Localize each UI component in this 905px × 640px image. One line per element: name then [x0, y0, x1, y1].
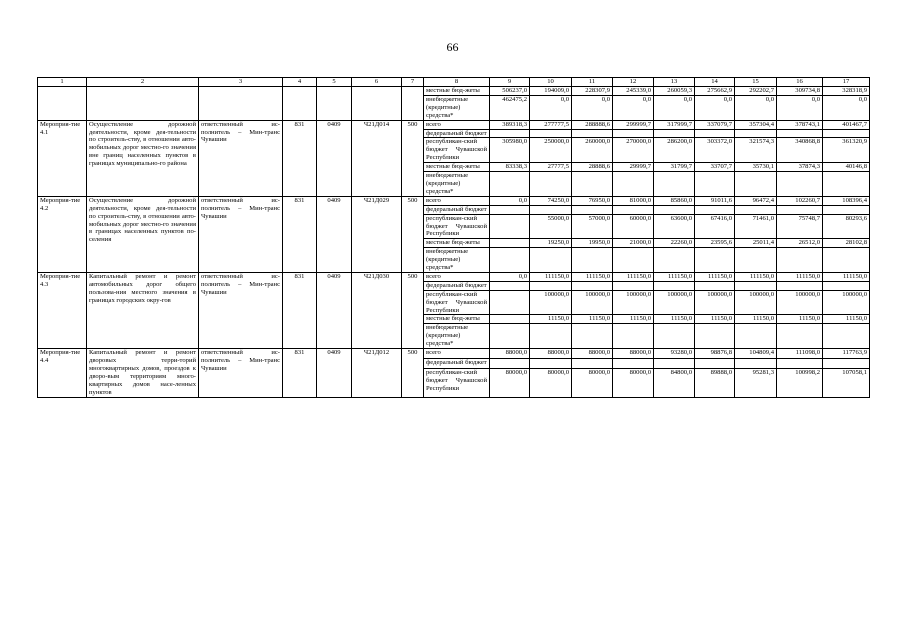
vr-code: 500 [402, 349, 424, 397]
amount-cell [490, 315, 530, 324]
amount-cell [530, 248, 572, 273]
column-number: 9 [490, 78, 530, 87]
amount-cell: 100000,0 [823, 290, 870, 315]
amount-cell: 194009,0 [530, 87, 572, 96]
csr-code: Ч21Д014 [352, 120, 402, 196]
csr-code: Ч21Д012 [352, 349, 402, 397]
column-number-row [38, 78, 870, 87]
amount-cell: 19250,0 [530, 239, 572, 248]
funding-source: республикан-ский бюджет Чувашской Республики [424, 138, 490, 163]
empty-cell [87, 87, 199, 121]
amount-cell: 11150,0 [823, 315, 870, 324]
vr-code: 500 [402, 120, 424, 196]
amount-cell: 111150,0 [777, 272, 823, 281]
amount-cell [654, 248, 695, 273]
amount-cell: 95281,3 [735, 369, 777, 397]
amount-cell: 11150,0 [530, 315, 572, 324]
column-number: 13 [654, 78, 695, 87]
amount-cell: 27777,5 [530, 163, 572, 172]
amount-cell: 96472,4 [735, 196, 777, 205]
amount-cell: 104809,4 [735, 349, 777, 359]
amount-cell: 0,0 [613, 95, 654, 120]
amount-cell: 81000,0 [613, 196, 654, 205]
measure-executor: ответственный ис-полнитель – Мин-транс Чувашии [199, 272, 283, 348]
funding-source: всего [424, 196, 490, 205]
amount-cell: 277777,5 [530, 120, 572, 129]
empty-cell [199, 87, 283, 121]
empty-cell [317, 87, 352, 121]
funding-source: всего [424, 272, 490, 281]
amount-cell [490, 290, 530, 315]
amount-cell [695, 324, 735, 349]
amount-cell [530, 359, 572, 369]
measure-name: Капитальный ремонт и ремонт автомобильных дорог общего пользова-ния местного значения в границах городских окру-гов [87, 272, 199, 348]
amount-cell [490, 129, 530, 138]
amount-cell: 25011,4 [735, 239, 777, 248]
column-number: 14 [695, 78, 735, 87]
amount-cell: 275662,9 [695, 87, 735, 96]
column-number: 6 [352, 78, 402, 87]
measure-id: Мероприя-тие 4.2 [38, 196, 87, 272]
amount-cell [735, 172, 777, 197]
table-row [38, 349, 870, 359]
amount-cell: 29999,7 [613, 163, 654, 172]
amount-cell: 100998,2 [777, 369, 823, 397]
amount-cell: 111098,0 [777, 349, 823, 359]
amount-cell: 108396,4 [823, 196, 870, 205]
amount-cell: 100000,0 [613, 290, 654, 315]
measure-name: Осуществление дорожной деятельности, кроме дея-тельности по строитель-ству, в отношении авто-мобильных дорог местно-го значения в границах населенных пунктов по-селения [87, 196, 199, 272]
column-number: 4 [283, 78, 317, 87]
amount-cell: 26512,0 [777, 239, 823, 248]
amount-cell: 83338,3 [490, 163, 530, 172]
amount-cell: 37874,3 [777, 163, 823, 172]
amount-cell [695, 248, 735, 273]
amount-cell: 0,0 [572, 95, 613, 120]
amount-cell [823, 281, 870, 290]
amount-cell: 321574,3 [735, 138, 777, 163]
grbs-code: 831 [283, 272, 317, 348]
amount-cell [823, 172, 870, 197]
amount-cell: 89888,0 [695, 369, 735, 397]
amount-cell: 462475,2 [490, 95, 530, 120]
amount-cell: 401467,7 [823, 120, 870, 129]
funding-source: местные бюд-жеты [424, 87, 490, 96]
funding-source: внебюджетные (кредитные) средства* [424, 248, 490, 273]
amount-cell [490, 214, 530, 239]
funding-source: всего [424, 349, 490, 359]
amount-cell [530, 281, 572, 290]
vr-code: 500 [402, 272, 424, 348]
amount-cell: 100000,0 [735, 290, 777, 315]
column-number: 12 [613, 78, 654, 87]
amount-cell: 63600,0 [654, 214, 695, 239]
rzpr-code: 0409 [317, 196, 352, 272]
amount-cell [777, 172, 823, 197]
amount-cell: 85860,0 [654, 196, 695, 205]
amount-cell: 111150,0 [613, 272, 654, 281]
amount-cell: 88000,0 [530, 349, 572, 359]
amount-cell [613, 172, 654, 197]
amount-cell [654, 324, 695, 349]
amount-cell [695, 205, 735, 214]
page-number: 66 [446, 40, 459, 54]
amount-cell [490, 239, 530, 248]
amount-cell: 107058,1 [823, 369, 870, 397]
amount-cell: 100000,0 [777, 290, 823, 315]
funding-source: республикан-ский бюджет Чувашской Республики [424, 369, 490, 397]
amount-cell: 245339,0 [613, 87, 654, 96]
amount-cell: 100000,0 [572, 290, 613, 315]
column-number: 1 [38, 78, 87, 87]
amount-cell: 11150,0 [654, 315, 695, 324]
empty-cell [402, 87, 424, 121]
amount-cell [572, 281, 613, 290]
amount-cell: 11150,0 [695, 315, 735, 324]
funding-source: внебюджетные (кредитные) средства* [424, 324, 490, 349]
amount-cell: 317999,7 [654, 120, 695, 129]
amount-cell: 100000,0 [654, 290, 695, 315]
amount-cell: 31799,7 [654, 163, 695, 172]
amount-cell: 98876,8 [695, 349, 735, 359]
amount-cell [572, 205, 613, 214]
measure-id: Мероприя-тие 4.4 [38, 349, 87, 397]
amount-cell: 11150,0 [613, 315, 654, 324]
amount-cell [613, 129, 654, 138]
amount-cell: 75748,7 [777, 214, 823, 239]
table-row [38, 87, 870, 96]
amount-cell: 23595,6 [695, 239, 735, 248]
amount-cell: 111150,0 [530, 272, 572, 281]
amount-cell: 299999,7 [613, 120, 654, 129]
amount-cell [572, 172, 613, 197]
rzpr-code: 0409 [317, 120, 352, 196]
amount-cell [823, 129, 870, 138]
amount-cell: 270000,0 [613, 138, 654, 163]
amount-cell: 292202,7 [735, 87, 777, 96]
amount-cell: 260000,0 [572, 138, 613, 163]
funding-source: республикан-ский бюджет Чувашской Республики [424, 214, 490, 239]
amount-cell: 100000,0 [695, 290, 735, 315]
grbs-code: 831 [283, 196, 317, 272]
amount-cell: 228307,9 [572, 87, 613, 96]
amount-cell [613, 359, 654, 369]
amount-cell: 250000,0 [530, 138, 572, 163]
amount-cell [735, 248, 777, 273]
grbs-code: 831 [283, 349, 317, 397]
amount-cell [735, 129, 777, 138]
csr-code: Ч21Д029 [352, 196, 402, 272]
measure-executor: ответственный ис-полнитель – Мин-транс Чувашии [199, 349, 283, 397]
table-row [38, 196, 870, 205]
rzpr-code: 0409 [317, 349, 352, 397]
amount-cell [695, 129, 735, 138]
column-number: 5 [317, 78, 352, 87]
amount-cell [530, 172, 572, 197]
amount-cell: 111150,0 [695, 272, 735, 281]
amount-cell [490, 324, 530, 349]
funding-source: федеральный бюджет [424, 281, 490, 290]
amount-cell: 389318,3 [490, 120, 530, 129]
amount-cell: 67416,0 [695, 214, 735, 239]
table-body [38, 87, 870, 398]
page-cut [0, 577, 905, 640]
funding-source: местные бюд-жеты [424, 315, 490, 324]
amount-cell: 361320,9 [823, 138, 870, 163]
budget-table [37, 77, 870, 398]
amount-cell [490, 205, 530, 214]
amount-cell: 71461,0 [735, 214, 777, 239]
amount-cell: 0,0 [490, 272, 530, 281]
amount-cell: 40146,8 [823, 163, 870, 172]
amount-cell: 111150,0 [572, 272, 613, 281]
amount-cell [572, 359, 613, 369]
amount-cell [777, 248, 823, 273]
amount-cell: 111150,0 [735, 272, 777, 281]
amount-cell: 11150,0 [735, 315, 777, 324]
amount-cell: 80000,0 [490, 369, 530, 397]
amount-cell: 60000,0 [613, 214, 654, 239]
amount-cell [735, 359, 777, 369]
amount-cell [735, 281, 777, 290]
amount-cell [613, 324, 654, 349]
amount-cell [823, 359, 870, 369]
amount-cell: 260059,3 [654, 87, 695, 96]
empty-cell [283, 87, 317, 121]
amount-cell: 76950,0 [572, 196, 613, 205]
amount-cell [735, 324, 777, 349]
amount-cell: 100000,0 [530, 290, 572, 315]
amount-cell: 0,0 [695, 95, 735, 120]
amount-cell: 286200,0 [654, 138, 695, 163]
amount-cell: 80000,0 [572, 369, 613, 397]
amount-cell [735, 205, 777, 214]
column-number: 16 [777, 78, 823, 87]
amount-cell: 0,0 [490, 196, 530, 205]
amount-cell [613, 281, 654, 290]
amount-cell: 88000,0 [613, 349, 654, 359]
amount-cell: 0,0 [654, 95, 695, 120]
amount-cell: 28888,6 [572, 163, 613, 172]
amount-cell [530, 324, 572, 349]
amount-cell [490, 172, 530, 197]
amount-cell: 21000,0 [613, 239, 654, 248]
funding-source: всего [424, 120, 490, 129]
column-number: 17 [823, 78, 870, 87]
amount-cell: 22260,0 [654, 239, 695, 248]
funding-source: местные бюд-жеты [424, 163, 490, 172]
vr-code: 500 [402, 196, 424, 272]
amount-cell [572, 129, 613, 138]
empty-cell [38, 87, 87, 121]
amount-cell: 80000,0 [530, 369, 572, 397]
amount-cell [490, 248, 530, 273]
funding-source: местные бюд-жеты [424, 239, 490, 248]
column-number: 10 [530, 78, 572, 87]
amount-cell: 35730,1 [735, 163, 777, 172]
column-number: 7 [402, 78, 424, 87]
amount-cell: 117763,9 [823, 349, 870, 359]
amount-cell [777, 129, 823, 138]
empty-cell [352, 87, 402, 121]
amount-cell [823, 324, 870, 349]
amount-cell [777, 205, 823, 214]
amount-cell [654, 359, 695, 369]
amount-cell: 33707,7 [695, 163, 735, 172]
amount-cell: 0,0 [777, 95, 823, 120]
amount-cell [654, 129, 695, 138]
funding-source: федеральный бюджет [424, 129, 490, 138]
amount-cell [572, 248, 613, 273]
amount-cell: 328318,9 [823, 87, 870, 96]
funding-source: федеральный бюджет [424, 205, 490, 214]
amount-cell: 0,0 [530, 95, 572, 120]
grbs-code: 831 [283, 120, 317, 196]
measure-executor: ответственный ис-полнитель – Мин-транс Чувашии [199, 196, 283, 272]
amount-cell [654, 205, 695, 214]
amount-cell: 93280,0 [654, 349, 695, 359]
amount-cell [777, 324, 823, 349]
amount-cell [695, 172, 735, 197]
amount-cell [530, 205, 572, 214]
amount-cell: 309734,8 [777, 87, 823, 96]
amount-cell: 88000,0 [572, 349, 613, 359]
column-number: 11 [572, 78, 613, 87]
amount-cell [613, 205, 654, 214]
amount-cell [823, 205, 870, 214]
amount-cell: 337079,7 [695, 120, 735, 129]
amount-cell [613, 248, 654, 273]
amount-cell: 357304,4 [735, 120, 777, 129]
amount-cell: 57000,0 [572, 214, 613, 239]
amount-cell [490, 281, 530, 290]
measure-id: Мероприя-тие 4.3 [38, 272, 87, 348]
amount-cell: 11150,0 [777, 315, 823, 324]
amount-cell: 84800,0 [654, 369, 695, 397]
amount-cell [695, 281, 735, 290]
funding-source: внебюджетные (кредитные) средства* [424, 95, 490, 120]
amount-cell [823, 248, 870, 273]
rzpr-code: 0409 [317, 272, 352, 348]
amount-cell: 11150,0 [572, 315, 613, 324]
amount-cell: 0,0 [735, 95, 777, 120]
amount-cell: 55000,0 [530, 214, 572, 239]
table-row [38, 120, 870, 129]
amount-cell: 111150,0 [823, 272, 870, 281]
amount-cell: 288888,6 [572, 120, 613, 129]
table-row [38, 272, 870, 281]
measure-name: Капитальный ремонт и ремонт дворовых терри-торий многоквартирных домов, проездов к дворо-вым территориям много-квартирных домов насе-ленных пунктов [87, 349, 199, 397]
amount-cell: 506237,0 [490, 87, 530, 96]
amount-cell [530, 129, 572, 138]
amount-cell: 0,0 [823, 95, 870, 120]
amount-cell [777, 359, 823, 369]
amount-cell: 303372,0 [695, 138, 735, 163]
amount-cell [654, 172, 695, 197]
amount-cell [695, 359, 735, 369]
measure-id: Мероприя-тие 4.1 [38, 120, 87, 196]
column-number: 15 [735, 78, 777, 87]
column-number: 8 [424, 78, 490, 87]
measure-name: Осуществление дорожной деятельности, кроме дея-тельности по строитель-ству, в отношении авто-мобильных дорог местно-го значения вне границ населенных пунктов в границах муниципально-го района [87, 120, 199, 196]
amount-cell: 19950,0 [572, 239, 613, 248]
amount-cell [572, 324, 613, 349]
amount-cell: 102260,7 [777, 196, 823, 205]
funding-source: республикан-ский бюджет Чувашской Республики [424, 290, 490, 315]
amount-cell: 305980,0 [490, 138, 530, 163]
measure-executor: ответственный ис-полнитель – Мин-транс Чувашии [199, 120, 283, 196]
amount-cell: 80000,0 [613, 369, 654, 397]
column-number: 3 [199, 78, 283, 87]
amount-cell: 91011,6 [695, 196, 735, 205]
funding-source: федеральный бюджет [424, 359, 490, 369]
csr-code: Ч21Д030 [352, 272, 402, 348]
amount-cell: 88000,0 [490, 349, 530, 359]
amount-cell [490, 359, 530, 369]
amount-cell: 111150,0 [654, 272, 695, 281]
column-number: 2 [87, 78, 199, 87]
amount-cell: 378743,1 [777, 120, 823, 129]
amount-cell: 80293,6 [823, 214, 870, 239]
amount-cell [654, 281, 695, 290]
amount-cell: 74250,0 [530, 196, 572, 205]
amount-cell: 340868,8 [777, 138, 823, 163]
funding-source: внебюджетные (кредитные) средства* [424, 172, 490, 197]
amount-cell [777, 281, 823, 290]
amount-cell: 28102,8 [823, 239, 870, 248]
